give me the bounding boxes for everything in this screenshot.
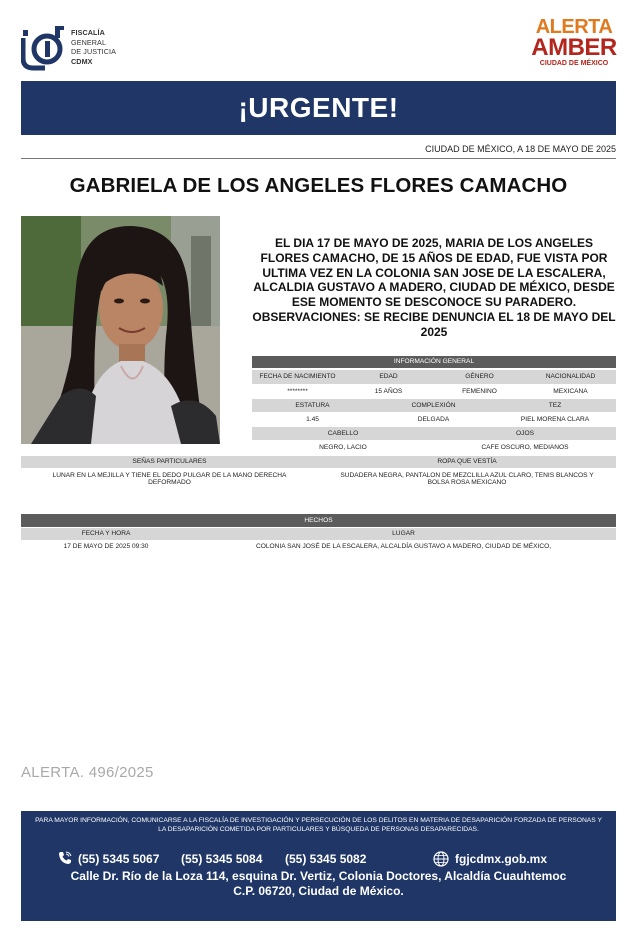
- info-values-row-1: [252, 385, 616, 398]
- label-birth: FECHA DE NACIMIENTO: [259, 373, 336, 381]
- value-height: 1.45: [306, 415, 319, 423]
- info-values-row-3: [252, 441, 616, 454]
- agency-name: [71, 28, 116, 66]
- alert-number: ALERTA. 496/2025: [21, 764, 154, 781]
- case-description: EL DIA 17 DE MAYO DE 2025, MARIA DE LOS ANGELES FLORES CAMACHO, DE 15 AÑOS DE EDAD, FUE VISTA POR ULTIMA VEZ EN LA COLONIA SAN JOSE DE LA ESCALERA, ALCALDIA GUSTAVO A MADERO, CIUDAD DE MÉXICO, DESDE ESE MOMENTO SE DESCONOCE SU PARADERO. OBSERVACIONES: SE RECIBE DENUNCIA EL 18 DE MAYO DEL 2025: [252, 236, 616, 339]
- value-clothing: SUDADERA NEGRA, PANTALON DE MEZCLILLA AZUL CLARO, TENIS BLANCOS Y BOLSA ROSA MEXICANO: [340, 471, 594, 486]
- website-link[interactable]: fgjcdmx.gob.mx: [455, 852, 548, 866]
- info-labels-row-1: [252, 370, 616, 384]
- agency-line3: DE JUSTICIA: [71, 47, 117, 57]
- address-line2: C.P. 06720, Ciudad de México.: [233, 884, 404, 898]
- value-nationality: MEXICANA: [553, 387, 588, 395]
- info-title: INFORMACIÓN GENERAL: [393, 358, 475, 366]
- label-height: ESTATURA: [295, 401, 330, 409]
- info-labels-row-3: [252, 427, 616, 440]
- agency-line4: CDMX: [71, 56, 93, 66]
- value-eyes: CAFE OSCURO, MEDIANOS: [481, 443, 569, 451]
- amber-line3: CIUDAD DE MÉXICO: [539, 60, 609, 67]
- value-marks: LUNAR EN LA MEJILLA Y TIENE EL DEDO PULGAR DE LA MANO DERECHA DEFORMADO: [52, 471, 287, 486]
- footer-note: PARA MAYOR INFORMACIÓN, COMUNICARSE A LA FISCALÍA DE INVESTIGACIÓN Y PERSECUCIÓN DE LOS DELITOS EN MATERIA DE DESAPARICIÓN FORZADA DE PERSONAS Y LA DESAPARICIÓN COMETIDA POR PARTICULARES Y BÚSQUEDA DE PERSONAS DESAPARECIDAS.: [35, 817, 602, 833]
- label-age: EDAD: [379, 373, 398, 381]
- label-build: COMPLEXIÓN: [411, 401, 456, 409]
- globe-icon: [433, 851, 449, 867]
- contact-footer: [21, 811, 616, 921]
- value-age: 15 AÑOS: [374, 387, 403, 395]
- value-gender: FEMENINO: [462, 387, 497, 395]
- value-hair: NEGRO, LACIO: [319, 443, 367, 451]
- amber-line1: ALERTA: [535, 16, 613, 38]
- label-marks: SEÑAS PARTICULARES: [132, 458, 207, 466]
- value-date-time: 17 DE MAYO DE 2025 09:30: [63, 543, 149, 551]
- info-values-row-4: [21, 469, 616, 489]
- label-clothing: ROPA QUE VESTÍA: [437, 458, 497, 466]
- label-hair: CABELLO: [327, 429, 359, 437]
- info-labels-row-2: [252, 399, 616, 412]
- label-skin: TEZ: [548, 401, 562, 409]
- facts-title-row: [21, 514, 616, 527]
- value-place: COLONIA SAN JOSÉ DE LA ESCALERA, ALCALDÍA GUSTAVO A MADERO, CIUDAD DE MÉXICO,: [255, 543, 552, 551]
- agency-line1: FISCALÍA: [71, 28, 105, 37]
- missing-person-name: GABRIELA DE LOS ANGELES FLORES CAMACHO: [69, 174, 568, 197]
- value-build: DELGADA: [417, 415, 450, 423]
- urgent-banner: ¡URGENTE!: [21, 81, 616, 135]
- phone-number-3[interactable]: (55) 5345 5082: [285, 852, 367, 866]
- label-date-time: FECHA Y HORA: [81, 530, 131, 538]
- value-skin: PIEL MORENA CLARA: [520, 415, 590, 423]
- facts-values-row: [21, 541, 616, 553]
- info-title-row: [252, 356, 616, 368]
- missing-person-photo: [21, 216, 220, 444]
- date-line: CIUDAD DE MÉXICO, A 18 DE MAYO DE 2025: [425, 144, 616, 154]
- facts-title: HECHOS: [304, 516, 333, 524]
- label-nationality: NACIONALIDAD: [545, 373, 596, 381]
- value-birth: ********: [287, 387, 308, 395]
- info-labels-row-4: [21, 456, 616, 468]
- label-place: LUGAR: [392, 530, 415, 538]
- label-gender: GÉNERO: [465, 373, 494, 381]
- contact-line: [21, 851, 616, 867]
- phone-number-2[interactable]: (55) 5345 5084: [181, 852, 263, 866]
- agency-line2: GENERAL: [71, 37, 107, 47]
- facts-labels-row: [21, 528, 616, 540]
- label-eyes: OJOS: [516, 429, 534, 437]
- phone-icon: [58, 851, 72, 865]
- address-line1: Calle Dr. Río de la Loza 114, esquina Dr. Vertiz, Colonia Doctores, Alcaldía Cuauhtemoc: [70, 869, 567, 883]
- info-values-row-2: [252, 413, 616, 426]
- phone-number-1[interactable]: (55) 5345 5067: [78, 852, 160, 866]
- fgj-logo-icon: [21, 22, 71, 72]
- amber-line2: AMBER: [531, 34, 617, 61]
- amber-alert-logo: [528, 18, 620, 78]
- divider: [21, 158, 616, 159]
